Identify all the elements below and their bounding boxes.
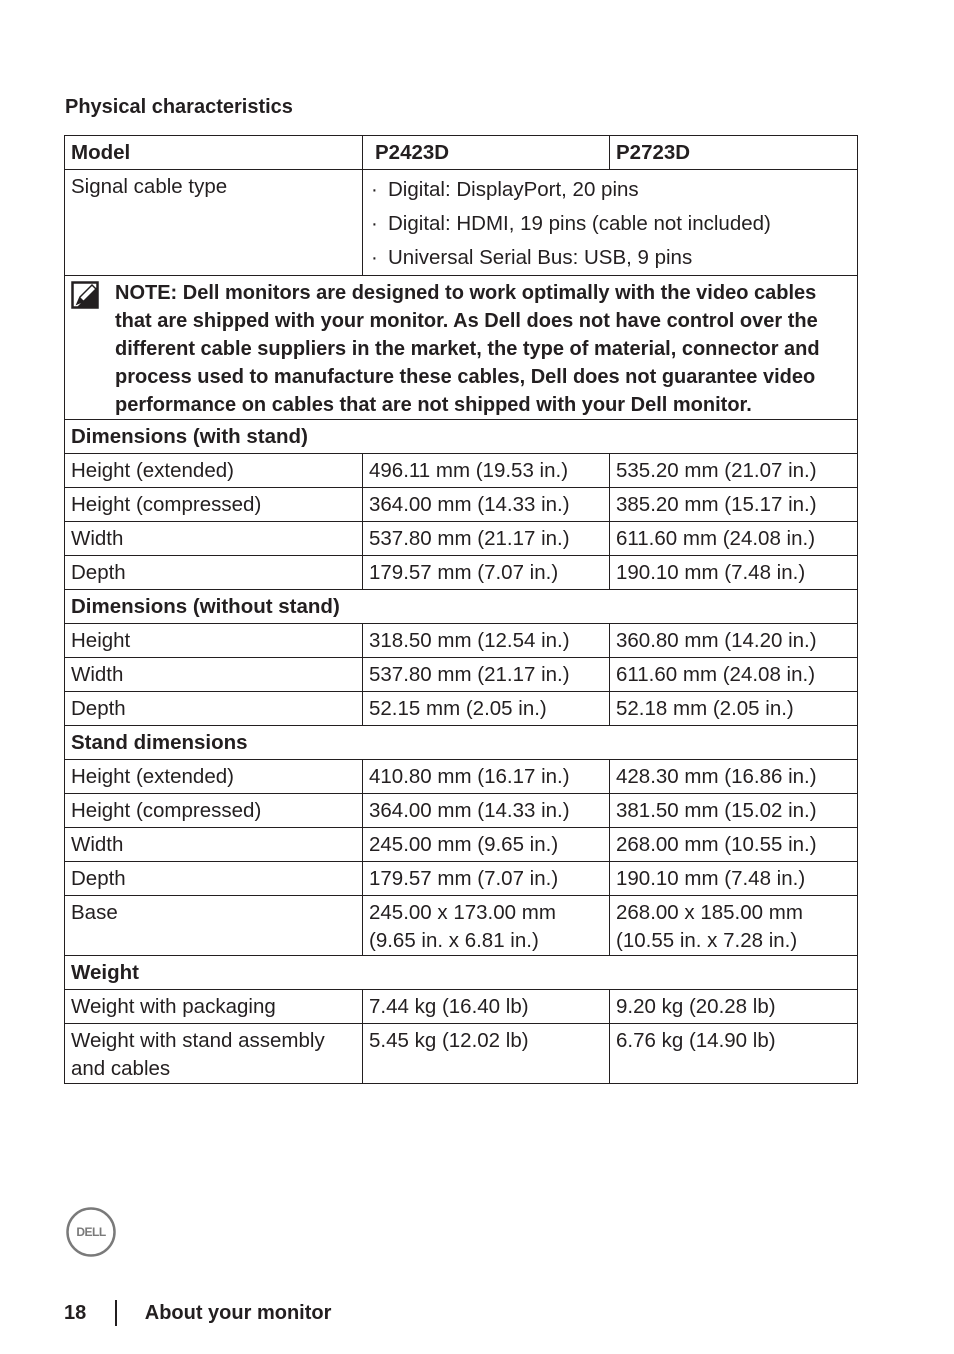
table-row — [65, 692, 858, 726]
cell-value: 179.57 mm (7.07 in.) — [363, 556, 610, 590]
cell-value: 52.18 mm (2.05 in.) — [610, 692, 858, 726]
cell-value: 428.30 mm (16.86 in.) — [610, 760, 858, 794]
row-label: Base — [65, 896, 363, 956]
cell-value: 537.80 mm (21.17 in.) — [363, 522, 610, 556]
group-title: Weight — [65, 956, 858, 990]
row-label: Height (compressed) — [65, 794, 363, 828]
row-label: Depth — [65, 556, 363, 590]
cell-value: 245.00 mm (9.65 in.) — [363, 828, 610, 862]
group-header-row — [65, 726, 858, 760]
page-number: 18 — [64, 1301, 87, 1324]
note-cell — [65, 276, 858, 420]
cell-value: 5.45 kg (12.02 lb) — [363, 1024, 610, 1084]
row-label: Depth — [65, 862, 363, 896]
row-label: Weight with stand assembly and cables — [65, 1024, 363, 1084]
signal-cable-values — [363, 170, 858, 276]
cell-value: 496.11 mm (19.53 in.) — [363, 454, 610, 488]
cell-value: 535.20 mm (21.07 in.) — [610, 454, 858, 488]
section-title: Physical characteristics — [65, 96, 293, 118]
cell-value: 9.20 kg (20.28 lb) — [610, 990, 858, 1024]
cell-value: 52.15 mm (2.05 in.) — [363, 692, 610, 726]
dell-logo-text: DELL — [76, 1225, 106, 1239]
cell-value: 410.80 mm (16.17 in.) — [363, 760, 610, 794]
group-header-row — [65, 956, 858, 990]
row-label: Height (extended) — [65, 760, 363, 794]
cell-value: 611.60 mm (24.08 in.) — [610, 658, 858, 692]
cell-value: 190.10 mm (7.48 in.) — [610, 556, 858, 590]
signal-cable-row — [65, 170, 858, 276]
cell-value: 318.50 mm (12.54 in.) — [363, 624, 610, 658]
table-row — [65, 990, 858, 1024]
row-label: Height (compressed) — [65, 488, 363, 522]
header-model-2: P2723D — [610, 136, 858, 170]
list-item: · Digital: DisplayPort, 20 pins — [369, 173, 851, 207]
physical-characteristics-table — [64, 135, 858, 1084]
chapter-title: About your monitor — [144, 1301, 332, 1324]
cell-value: 268.00 x 185.00 mm (10.55 in. x 7.28 in.) — [610, 896, 858, 956]
group-header-row — [65, 590, 858, 624]
signal-cable-label: Signal cable type — [65, 170, 363, 276]
note-text: NOTE: Dell monitors are designed to work optimally with the video cables that are shipped with your monitor. As Dell does not have control over the different cable suppliers in the market, the type of material, connector and process used to manufacture these cables, Dell does not guarantee video performance on cables that are not shipped with your Dell monitor. — [115, 282, 820, 416]
group-title: Dimensions (without stand) — [65, 590, 858, 624]
cell-value: 190.10 mm (7.48 in.) — [610, 862, 858, 896]
group-title: Stand dimensions — [65, 726, 858, 760]
footer-divider — [115, 1300, 117, 1326]
table-row — [65, 488, 858, 522]
cell-value: 7.44 kg (16.40 lb) — [363, 990, 610, 1024]
row-label: Width — [65, 658, 363, 692]
cell-value: 385.20 mm (15.17 in.) — [610, 488, 858, 522]
cell-value: 268.00 mm (10.55 in.) — [610, 828, 858, 862]
table-row — [65, 522, 858, 556]
header-model-1: P2423D — [363, 136, 610, 170]
table-row — [65, 862, 858, 896]
cell-value: 364.00 mm (14.33 in.) — [363, 794, 610, 828]
table-row — [65, 1024, 858, 1084]
table-header-row — [65, 136, 858, 170]
cell-value: 179.57 mm (7.07 in.) — [363, 862, 610, 896]
group-title: Dimensions (with stand) — [65, 420, 858, 454]
table-row — [65, 828, 858, 862]
cell-value: 537.80 mm (21.17 in.) — [363, 658, 610, 692]
table-row — [65, 760, 858, 794]
cell-value: 245.00 x 173.00 mm (9.65 in. x 6.81 in.) — [363, 896, 610, 956]
list-item: · Digital: HDMI, 19 pins (cable not included) — [369, 207, 851, 241]
cell-value: 364.00 mm (14.33 in.) — [363, 488, 610, 522]
table-row — [65, 556, 858, 590]
cell-value: 6.76 kg (14.90 lb) — [610, 1024, 858, 1084]
row-label: Height — [65, 624, 363, 658]
table-row — [65, 794, 858, 828]
header-model: Model — [65, 136, 363, 170]
page-footer — [64, 1300, 331, 1326]
note-row — [65, 276, 858, 420]
table-row — [65, 658, 858, 692]
row-label: Width — [65, 828, 363, 862]
signal-cable-list — [369, 173, 851, 275]
table-row — [65, 624, 858, 658]
cell-value: 611.60 mm (24.08 in.) — [610, 522, 858, 556]
dell-logo — [65, 1206, 117, 1258]
table-row — [65, 896, 858, 956]
list-item: · Universal Serial Bus: USB, 9 pins — [369, 241, 851, 275]
row-label: Weight with packaging — [65, 990, 363, 1024]
table-row — [65, 454, 858, 488]
note-pencil-icon — [71, 281, 99, 309]
cell-value: 360.80 mm (14.20 in.) — [610, 624, 858, 658]
row-label: Depth — [65, 692, 363, 726]
row-label: Height (extended) — [65, 454, 363, 488]
cell-value: 381.50 mm (15.02 in.) — [610, 794, 858, 828]
group-header-row — [65, 420, 858, 454]
row-label: Width — [65, 522, 363, 556]
